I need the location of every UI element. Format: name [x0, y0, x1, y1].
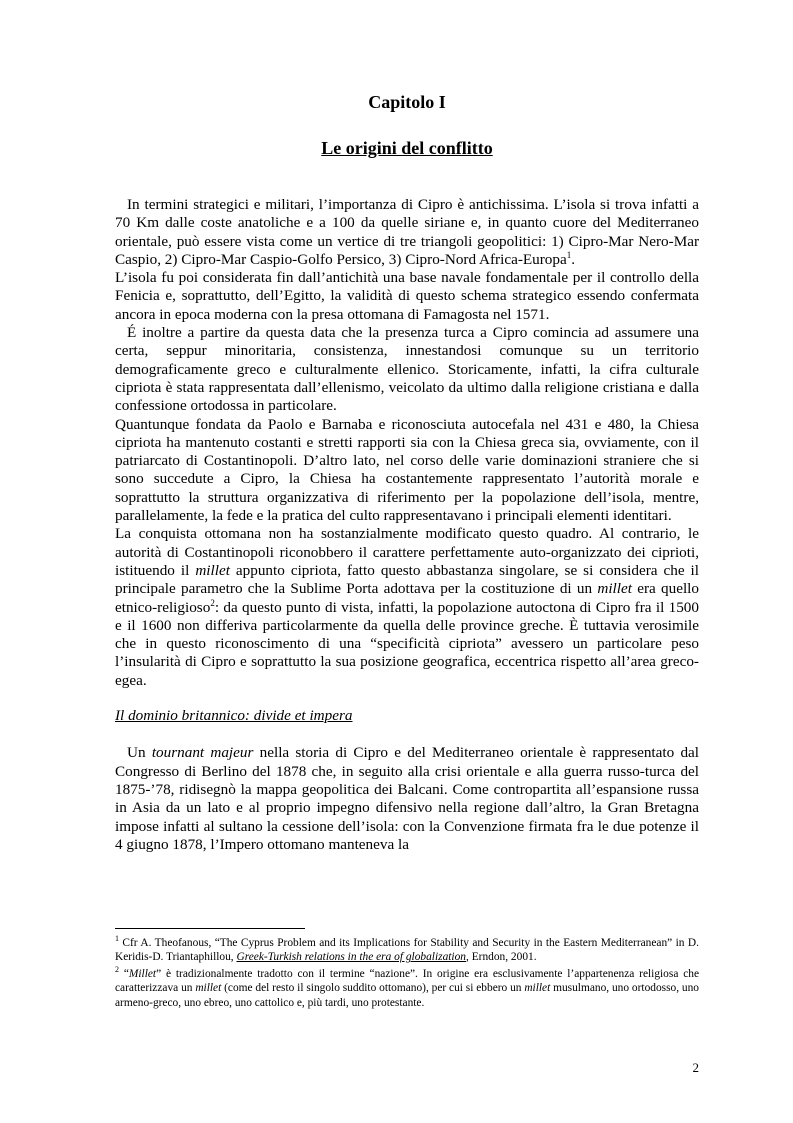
paragraph-1-end: . — [571, 250, 576, 268]
section-subheading: Il dominio britannico: divide et impera — [115, 707, 353, 725]
footnote-2 — [115, 967, 699, 1010]
paragraph-5-text: era quello etnico-religioso — [115, 580, 699, 616]
footnote-2-text: (come del resto il singolo suddito ottomano), per cui si ebbero un — [221, 982, 525, 995]
paragraph-6-text: Un — [127, 744, 152, 762]
footnotes — [115, 936, 699, 1012]
paragraph-1 — [115, 196, 699, 269]
footnote-2-text: musulmano, uno ortodosso, uno armeno-greco, uno ebreo, uno cattolico e, più tardi, uno protestante. — [115, 982, 699, 1009]
term-millet: millet — [597, 580, 632, 598]
paragraph-5-text: appunto cipriota, fatto questo abbastanza singolare, se si considera che il principale parametro che la Sublime Porta adottava per la costituzione di un — [115, 561, 699, 598]
paragraph-3: É inoltre a partire da questa data che la presenza turca a Cipro comincia ad assumere una certa, seppur minoritaria, consistenza, innestandosi comunque su un territorio demograficamente greco e culturalmente ellenico. Storicamente, infatti, la cifra culturale cipriota è stata rappresentata dall’ellenismo, veicolato da ultimo dalla religione cristiana e dalla confessione ortodossa in particolare. — [115, 324, 699, 415]
footnote-ref-2[interactable]: 2 — [210, 597, 215, 608]
term-millet: millet — [195, 561, 230, 579]
footnote-1-text: , Erndon, 2001. — [466, 951, 537, 964]
paragraph-6-text: nella storia di Cipro e del Mediterraneo orientale è rappresentato dal Congresso di Berlino del 1878 che, in seguito alla crisi orientale e alla guerra russo-turca del 1875-’78, ridisegnò la mappa geopolitica dei Balcani. Come contropartita all’espansione russa in Asia da un lato e al proprio impegno difensivo nella regione dall’altro, la Gran Bretagna impose infatti al sultano la cessione dell’isola: con la Convenzione firmata fra le due potenze il 4 giugno 1878, l’Impero ottomano manteneva la — [115, 744, 699, 853]
chapter-title: Le origini del conflitto — [321, 138, 493, 158]
body-text — [115, 196, 699, 854]
footnote-1-text: Cfr A. Theofanous, “The Cyprus Problem and its Implications for Stability and Security in the Eastern Mediterranean” in D. Keridis-D. Triantaphillou, — [115, 937, 699, 964]
paragraph-2: L’isola fu poi considerata fin dall’antichità una base navale fondamentale per il controllo della Fenicia e, soprattutto, dell’Egitto, la validità di questo schema strategico essendo confermata ancora in epoca moderna con la presa ottomana di Famagosta nel 1571. — [115, 269, 699, 323]
page-number: 2 — [692, 1060, 699, 1075]
paragraph-5-text: : da questo punto di vista, infatti, la popolazione autoctona di Cipro fra il 1500 e il 1600 non differiva particolarmente da quella delle province greche. È tuttavia verosimile che in questo riconoscimento di una “specificità cipriota” avessero un particolare peso l’insularità di Cipro e soprattutto la sua posizione geografica, eccentrica rispetto all’area greco-egea. — [115, 598, 699, 689]
footnote-2-number: 2 — [115, 965, 119, 975]
footnote-1-book-title: Greek-Turkish relations in the era of globalization — [236, 951, 466, 964]
paragraph-6 — [115, 744, 699, 854]
footnote-divider — [115, 928, 305, 929]
paragraph-5 — [115, 525, 699, 690]
term-millet: millet — [524, 982, 551, 995]
footnote-2-text: “ — [119, 967, 129, 980]
paragraph-5-text: La conquista ottomana non ha sostanzialmente modificato questo quadro. Al contrario, le autorità di Costantinopoli riconobbero il carattere perfettamente auto-organizzato dei ciprioti, istituendo il — [115, 525, 699, 579]
paragraph-1-text: In termini strategici e militari, l’importanza di Cipro è antichissima. L’isola si trova infatti a 70 Km dalle coste anatoliche e a 100 da quelle siriane e, in quanto cuore del Mediterraneo orientale, può essere vista come un vertice di tre triangoli geopolitici: 1) Cipro-Mar Nero-Mar Caspio, 2) Cipro-Mar Caspio-Golfo Persico, 3) Cipro-Nord Africa-Europa — [115, 196, 699, 268]
paragraph-4: Quantunque fondata da Paolo e Barnaba e riconosciuta autocefala nel 431 e 480, la Chiesa cipriota ha mantenuto costanti e stretti rapporti sia con la Chiesa greca sia, ovviamente, con il patriarcato di Costantinopoli. D’altro lato, nel corso delle varie dominazioni straniere che si sono succedute a Cipro, la Chiesa ha costantemente rappresentato l’autorità morale e soprattutto la struttura organizzativa di riferimento per la popolazione dell’isola, mentre, parallelamente, la fede e la pratica del culto rappresentavano i principali elementi identitari. — [115, 415, 699, 525]
term-millet: Millet — [128, 967, 157, 980]
footnote-ref-1[interactable]: 1 — [566, 249, 572, 260]
footnote-1 — [115, 936, 699, 965]
footnote-2-text: ” è tradizionalmente tradotto con il termine “nazione”. In origine era esclusivamente l’appartenenza religiosa che caratterizzava un — [115, 967, 700, 995]
chapter-heading: Capitolo I — [368, 92, 446, 112]
term-millet: millet — [195, 982, 222, 995]
term-tournant-majeur: tournant majeur — [151, 744, 254, 762]
footnote-1-number: 1 — [115, 934, 119, 944]
